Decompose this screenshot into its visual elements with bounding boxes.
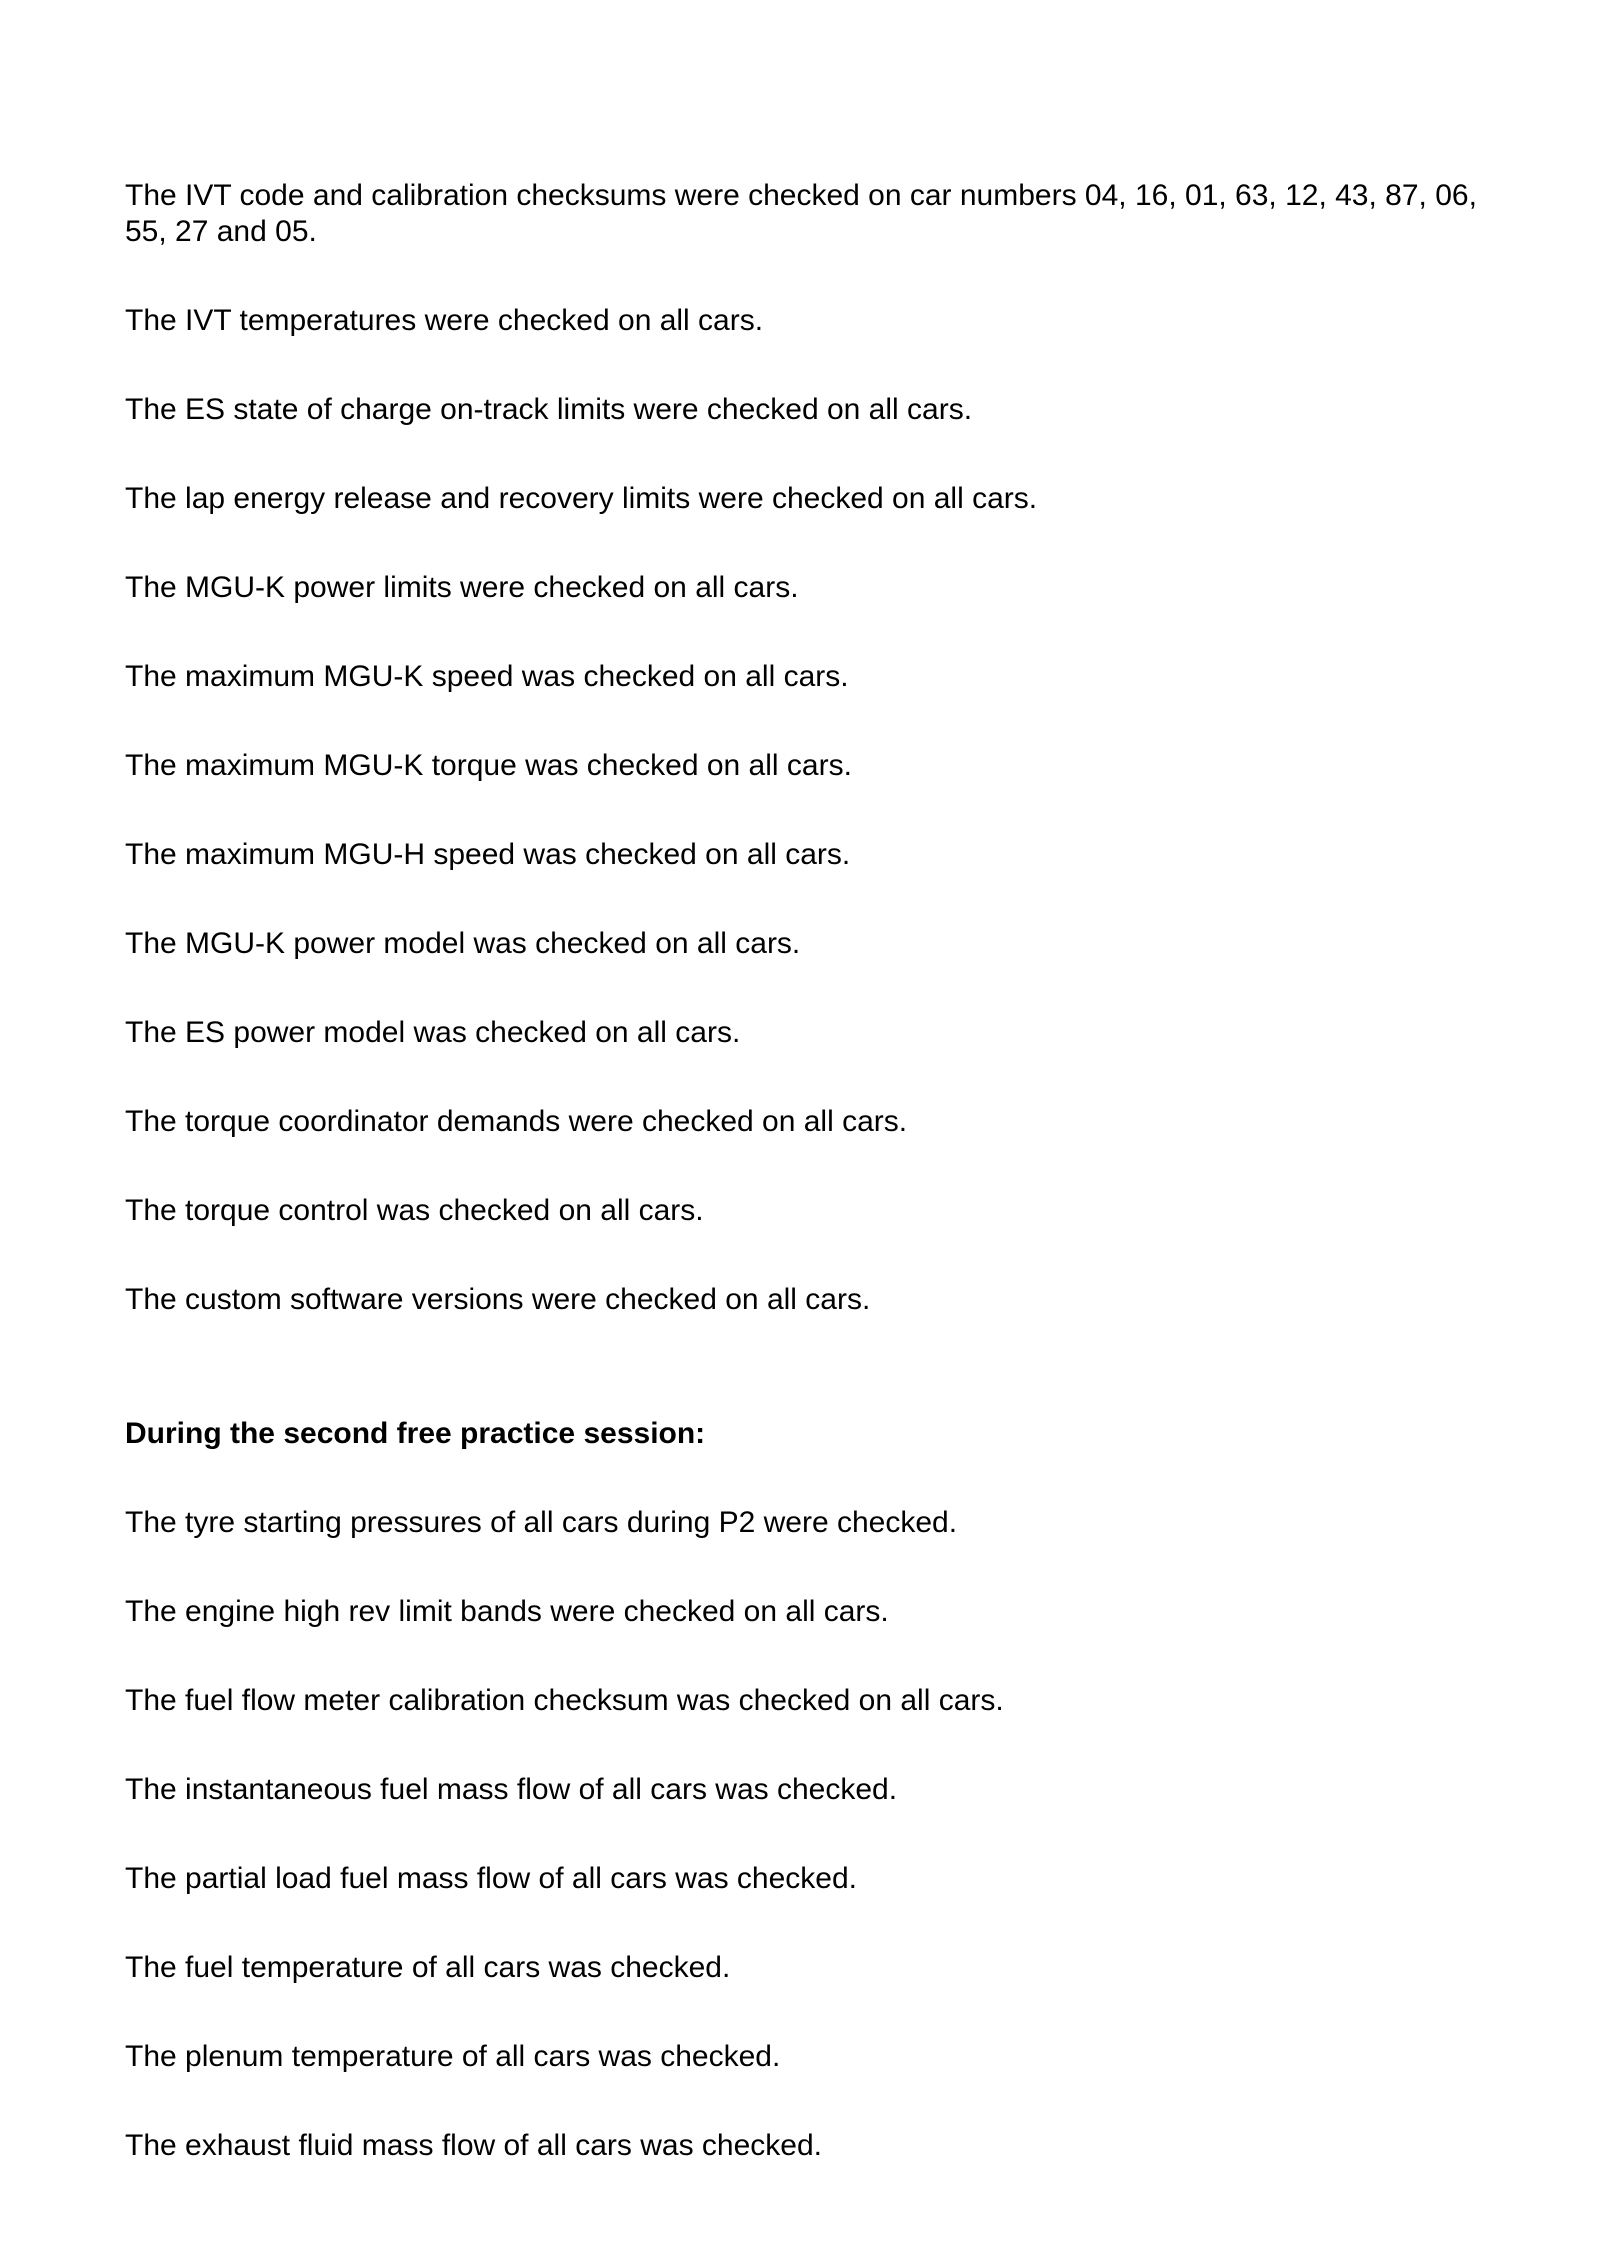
paragraph: The plenum temperature of all cars was checked.: [125, 2040, 781, 2073]
paragraph: The maximum MGU-K speed was checked on all cars.: [125, 660, 849, 693]
paragraph: The IVT code and calibration checksums were checked on car numbers 04, 16, 01, 63, 12, 43, 87, 06, 55, 27 and 05.: [125, 179, 1477, 248]
paragraph: The torque control was checked on all cars.: [125, 1194, 704, 1227]
paragraph: The IVT temperatures were checked on all cars.: [125, 304, 764, 337]
paragraph: The partial load fuel mass flow of all cars was checked.: [125, 1862, 857, 1895]
paragraph: The lap energy release and recovery limits were checked on all cars.: [125, 482, 1038, 515]
document-body: [125, 178, 1485, 2164]
paragraph: The torque coordinator demands were checked on all cars.: [125, 1105, 908, 1138]
paragraph: The MGU-K power limits were checked on all cars.: [125, 571, 799, 604]
paragraph: The maximum MGU-K torque was checked on all cars.: [125, 749, 852, 782]
paragraph: The exhaust fluid mass flow of all cars was checked.: [125, 2129, 822, 2162]
paragraph: The custom software versions were checked on all cars.: [125, 1283, 871, 1316]
paragraph: The maximum MGU-H speed was checked on all cars.: [125, 838, 851, 871]
paragraph: The instantaneous fuel mass flow of all cars was checked.: [125, 1773, 898, 1806]
paragraph: The engine high rev limit bands were checked on all cars.: [125, 1595, 889, 1628]
paragraph: The ES state of charge on-track limits were checked on all cars.: [125, 393, 973, 426]
paragraph: The MGU-K power model was checked on all cars.: [125, 927, 801, 960]
paragraph: The ES power model was checked on all cars.: [125, 1016, 741, 1049]
section-heading: During the second free practice session:: [125, 1417, 706, 1450]
paragraph: The fuel flow meter calibration checksum was checked on all cars.: [125, 1684, 1004, 1717]
paragraph: The fuel temperature of all cars was checked.: [125, 1951, 731, 1984]
paragraph: The tyre starting pressures of all cars during P2 were checked.: [125, 1506, 958, 1539]
